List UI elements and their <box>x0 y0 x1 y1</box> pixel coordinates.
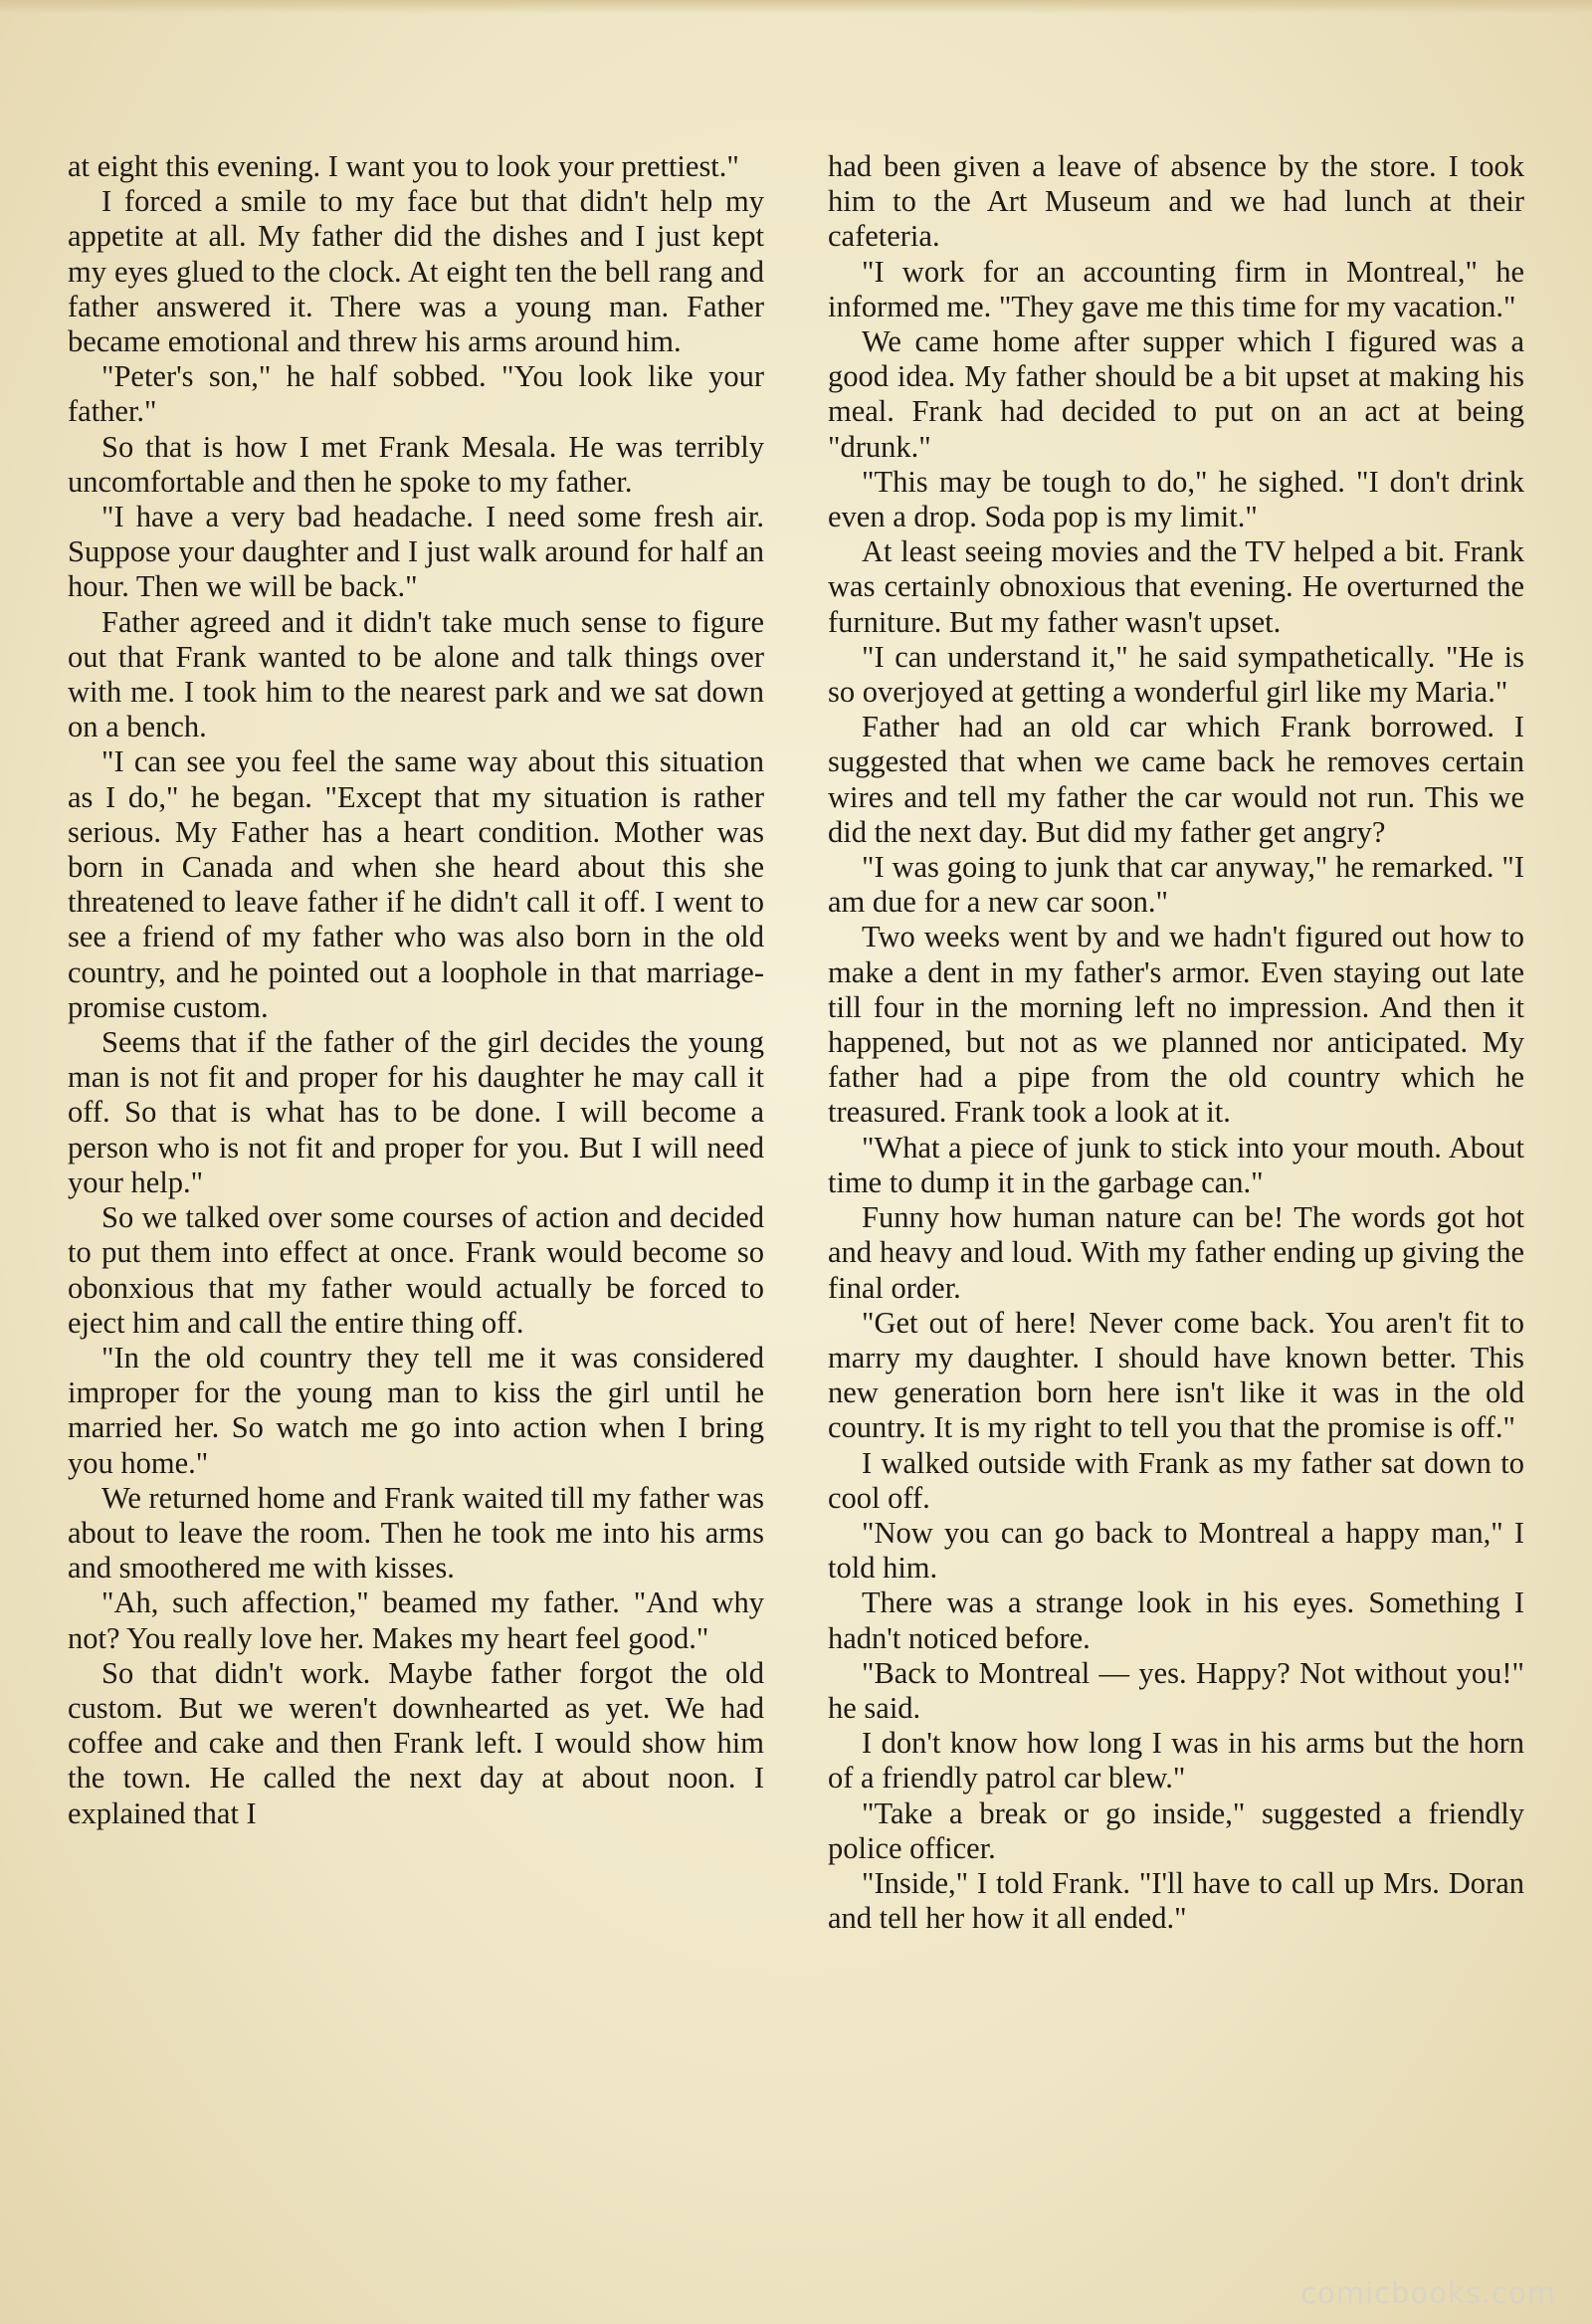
paragraph: at eight this evening. I want you to look your prettiest." <box>68 149 739 183</box>
paragraph: "Inside," I told Frank. "I'll have to call up Mrs. Doran and tell her how it all ended." <box>828 1865 1524 1936</box>
paragraph: At least seeing movies and the TV helped a bit. Frank was certainly obnoxious that evening. He overturned the furniture. But my father wasn't upset. <box>828 534 1524 639</box>
paragraph: I don't know how long I was in his arms but the horn of a friendly patrol car blew." <box>828 1726 1524 1796</box>
paragraph: "Back to Montreal — yes. Happy? Not without you!" he said. <box>828 1655 1524 1725</box>
paragraph: "This may be tough to do," he sighed. "I don't drink even a drop. Soda pop is my limit." <box>828 464 1524 534</box>
paragraph: "I was going to junk that car anyway," he remarked. "I am due for a new car soon." <box>828 850 1524 920</box>
right-text-column <box>828 149 1524 1936</box>
paragraph: I walked outside with Frank as my father sat down to cool off. <box>828 1445 1524 1515</box>
paragraph: Father agreed and it didn't take much sense to figure out that Frank wanted to be alone and talk things over with me. I took him to the nearest park and we sat down on a bench. <box>68 604 764 744</box>
page-edge <box>0 0 1592 14</box>
paragraph: "Take a break or go inside," suggested a friendly police officer. <box>828 1796 1524 1865</box>
paragraph: I forced a smile to my face but that didn't help my appetite at all. My father did the dishes and I just kept my eyes glued to the clock. At eight ten the bell rang and father answered it. There was a young man. Father became emotional and threw his arms around him. <box>68 184 764 359</box>
paragraph: "I work for an accounting firm in Montreal," he informed me. "They gave me this time for my vacation." <box>828 254 1524 323</box>
paragraph: "Get out of here! Never come back. You aren't fit to marry my daughter. I should have known better. This new generation born here isn't like it was in the old country. It is my right to tell you that the promise is off." <box>828 1305 1524 1445</box>
paragraph: Father had an old car which Frank borrowed. I suggested that when we came back he removes certain wires and tell my father the car would not run. This we did the next day. But did my father get angry? <box>828 710 1524 849</box>
paragraph: "What a piece of junk to stick into your mouth. About time to dump it in the garbage can." <box>828 1130 1524 1199</box>
paragraph: "In the old country they tell me it was considered improper for the young man to kiss the girl until he married her. So watch me go into action when I bring you home." <box>68 1340 764 1480</box>
paragraph: We came home after supper which I figured was a good idea. My father should be a bit upset at making his meal. Frank had decided to put on an act at being "drunk." <box>828 324 1524 464</box>
paragraph: There was a strange look in his eyes. Something I hadn't noticed before. <box>828 1585 1524 1655</box>
paragraph: So we talked over some courses of action and decided to put them into effect at once. Frank would become so obonxious that my father would actually be forced to eject him and call the entire thing off. <box>68 1200 764 1340</box>
watermark: comicbooks.com <box>1300 2276 1556 2310</box>
paragraph: So that is how I met Frank Mesala. He was terribly uncomfortable and then he spoke to my father. <box>68 429 764 499</box>
paragraph: "Now you can go back to Montreal a happy man," I told him. <box>828 1515 1524 1585</box>
paragraph: "I can understand it," he said sympathetically. "He is so overjoyed at getting a wonderful girl like my Maria." <box>828 639 1524 710</box>
left-text-column <box>68 149 764 1831</box>
paragraph: "I have a very bad headache. I need some fresh air. Suppose your daughter and I just walk around for half an hour. Then we will be back." <box>68 500 764 604</box>
paragraph: Two weeks went by and we hadn't figured out how to make a dent in my father's armor. Even staying out late till four in the morning left no impression. And then it happened, but not as we planned nor anticipated. My father had a pipe from the old country which he treasured. Frank took a look at it. <box>828 920 1524 1130</box>
paragraph: So that didn't work. Maybe father forgot the old custom. But we weren't downhearted as yet. We had coffee and cake and then Frank left. I would show him the town. He called the next day at about noon. I explained that I <box>68 1655 764 1830</box>
paragraph: "Ah, such affection," beamed my father. "And why not? You really love her. Makes my heart feel good." <box>68 1585 764 1655</box>
paragraph: Seems that if the father of the girl decides the young man is not fit and proper for his daughter he may call it off. So that is what has to be done. I will become a person who is not fit and proper for you. But I will need your help." <box>68 1025 764 1199</box>
paragraph: had been given a leave of absence by the store. I took him to the Art Museum and we had lunch at their cafeteria. <box>828 149 1524 254</box>
paragraph: "Peter's son," he half sobbed. "You look like your father." <box>68 359 764 429</box>
paragraph: "I can see you feel the same way about this situation as I do," he began. "Except that my situation is rather serious. My Father has a heart condition. Mother was born in Canada and when she heard about this she threatened to leave father if he didn't call it off. I went to see a friend of my father who was also born in the old country, and he pointed out a loophole in that marriage-promise custom. <box>68 744 764 1024</box>
paragraph: Funny how human nature can be! The words got hot and heavy and loud. With my father ending up giving the final order. <box>828 1200 1524 1305</box>
paragraph: We returned home and Frank waited till my father was about to leave the room. Then he took me into his arms and smoothered me with kisses. <box>68 1480 764 1585</box>
